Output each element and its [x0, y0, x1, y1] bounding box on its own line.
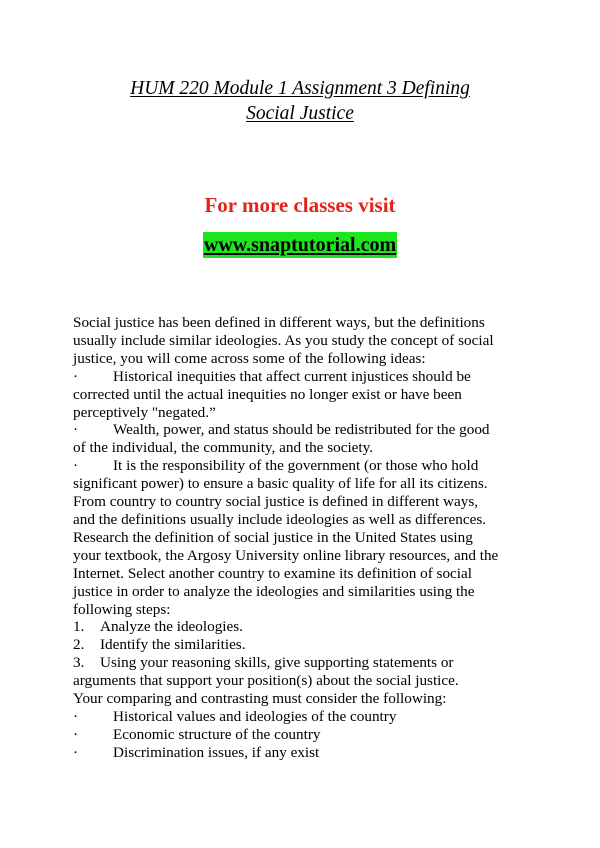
promo-link[interactable]: www.snaptutorial.com [203, 234, 397, 256]
middle-line: and the definitions usually include ideologies as well as differences. [73, 510, 487, 528]
step-text: Analyze the ideologies. [100, 618, 243, 636]
bullet-text: It is the responsibility of the government (or those who hold [113, 457, 479, 475]
consider-line: Your comparing and contrasting must consider the following: [73, 690, 447, 708]
title-line-2: Social Justice [246, 103, 354, 124]
bullet-item [73, 421, 543, 439]
step-number: 1. [73, 618, 85, 636]
bullet-continuation: perceptively "negated.” [73, 403, 216, 421]
bullet-item [73, 457, 543, 475]
middle-line: Research the definition of social justice in the United States using [73, 528, 473, 546]
bullet-marker: · [73, 421, 79, 439]
step-item [73, 636, 543, 654]
step-continuation: arguments that support your position(s) about the social justice. [73, 672, 459, 690]
intro-line: usually include similar ideologies. As you study the concept of social [73, 331, 494, 349]
step-number: 3. [73, 654, 85, 672]
consider-text: Historical values and ideologies of the country [113, 707, 397, 725]
middle-line: your textbook, the Argosy University online library resources, and the [73, 546, 499, 564]
bullet-continuation: of the individual, the community, and the society. [73, 439, 374, 457]
consider-text: Discrimination issues, if any exist [113, 743, 320, 761]
step-text: Using your reasoning skills, give supporting statements or [100, 654, 454, 672]
body-text [73, 314, 543, 762]
middle-line: Internet. Select another country to examine its definition of social [73, 564, 472, 582]
consider-item [73, 726, 543, 744]
middle-line: following steps: [73, 600, 171, 618]
step-item [73, 654, 543, 672]
middle-line: justice in order to analyze the ideologies and similarities using the [73, 582, 475, 600]
consider-text: Economic structure of the country [113, 725, 321, 743]
bullet-continuation: significant power) to ensure a basic quality of life for all its citizens. [73, 475, 488, 493]
bullet-marker: · [73, 457, 79, 475]
bullet-marker: · [73, 725, 79, 743]
consider-item [73, 708, 543, 726]
bullet-text: Wealth, power, and status should be redistributed for the good [113, 421, 490, 439]
intro-line: justice, you will come across some of the following ideas: [73, 349, 426, 367]
title-line-1: HUM 220 Module 1 Assignment 3 Defining [130, 78, 470, 99]
step-number: 2. [73, 636, 85, 654]
bullet-marker: · [73, 367, 79, 385]
bullet-continuation: corrected until the actual inequities no longer exist or have been [73, 385, 462, 403]
intro-line: Social justice has been defined in different ways, but the definitions [73, 314, 485, 331]
middle-line: From country to country social justice is defined in different ways, [73, 493, 479, 511]
promo-link-wrap [0, 232, 600, 258]
step-item [73, 618, 543, 636]
bullet-text: Historical inequities that affect current injustices should be [113, 367, 471, 385]
bullet-item [73, 368, 543, 386]
document-title [40, 76, 560, 126]
step-text: Identify the similarities. [100, 636, 246, 654]
bullet-marker: · [73, 707, 79, 725]
promo-text: For more classes visit [204, 193, 396, 217]
bullet-marker: · [73, 743, 79, 761]
consider-item [73, 744, 543, 762]
